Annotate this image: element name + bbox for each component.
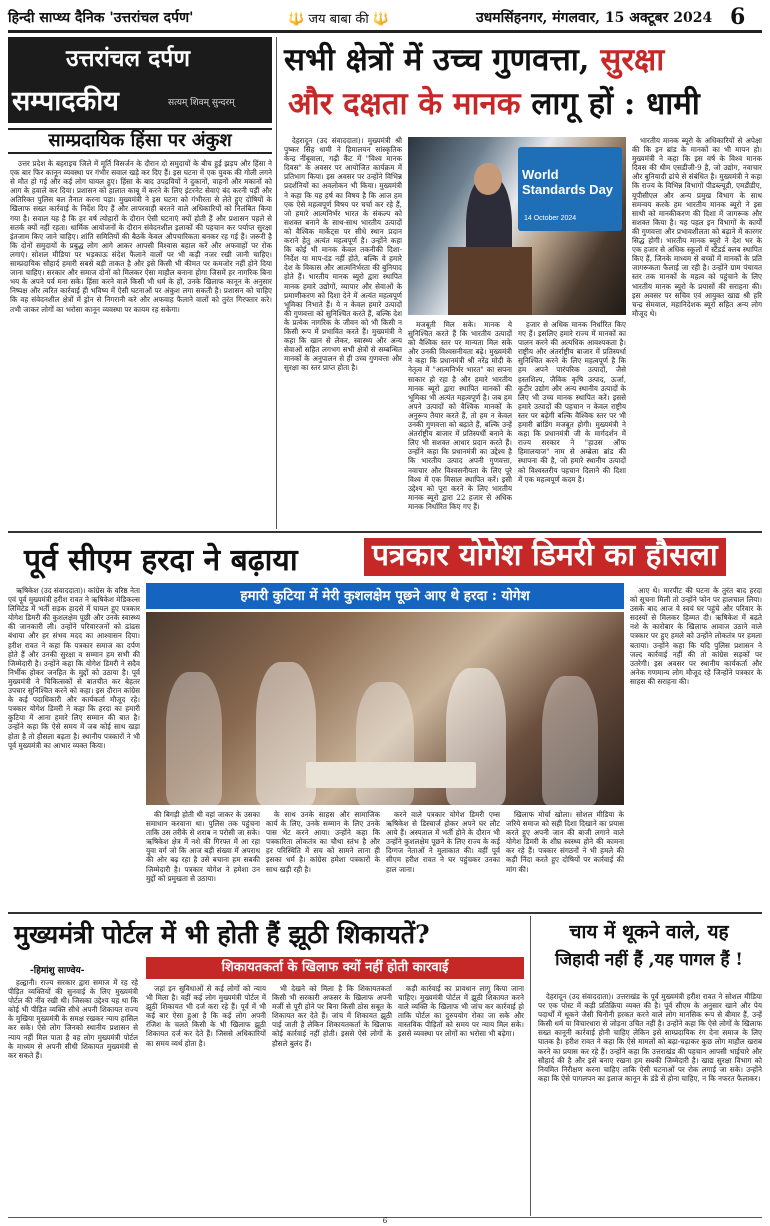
story2-headline-part1: पूर्व सीएम हरदा ने बढ़ाया xyxy=(24,543,298,578)
masthead-rule xyxy=(8,30,762,33)
story4-headline-line1: चाय में थूकने वाले, यह xyxy=(569,921,729,943)
story2-col-left xyxy=(8,586,140,908)
story3-col2-text: जहां इन सुविधाओं से कई लोगों को न्याय भी मिला है। वहीं कई लोग मुख्यमंत्री पोर्टल में झूठी शिकायत भी दर्ज करा रहे हैं। पूर्व में भी कई बार ऐसा हुआ है कि कई लोग अपनी रंजिश के चलते किसी के भी खिलाफ झूठी शिकायत दर्ज कर देते हैं। जिससे अधिकारियों का समय व्यर्थ होता है। xyxy=(146,984,266,1048)
story1-headline-line1: सभी क्षेत्रों में उच्च गुणवत्ता, xyxy=(284,42,590,78)
story1-headline-line2: लागू हों : धामी xyxy=(531,86,700,122)
editorial-text: उत्तर प्रदेश के बहराइच जिले में मूर्ति विसर्जन के दौरान दो समुदायों के बीच हुई झड़प और हिंसा ने एक बार फिर कानून व्यवस्था पर गंभीर सवाल खड़े कर दिए हैं। इस घटना में एक युवक की गोली लगने से मौत हो गई और कई लोग घायल हुए। हिंसा के बाद उपद्रवियों ने दुकानों, वाहनों और मकानों को आग के हवाले कर दिया। प्रशासन को हालात काबू में करने के लिए इंटरनेट सेवाएं बंद करनी पड़ीं और अतिरिक्त पुलिस बल तैनात करना पड़ा। मुख्यमंत्री ने इस घटना को गंभीरता से लेते हुए दोषियों के खिलाफ सख्त कार्रवाई के निर्देश दिए हैं और लापरवाही बरतने वाले अधिकारियों को निलंबित किया गया है। सवाल यह है कि हर वर्ष त्योहारों के दौरान ऐसी घटनाएं क्यों होती हैं और प्रशासन पहले से सतर्क क्यों नहीं रहता। धार्मिक आयोजनों के दौरान संवेदनशील इलाकों की पहचान कर पर्याप्त सुरक्षा इंतजाम किए जाने चाहिए। शांति समितियों की बैठकें केवल औपचारिकता बनकर रह गई हैं। जरूरी है कि दोनों समुदायों के प्रबुद्ध लोग आगे आकर आपसी विश्वास बहाल करें और अफवाहों पर रोक लगाएं। सोशल मीडिया पर भड़काऊ संदेश फैलाने वालों पर भी कड़ी नजर रखी जानी चाहिए। साम्प्रदायिक सौहार्द हमारी सबसे बड़ी ताकत है और इसे किसी भी कीमत पर कमजोर नहीं होने दिया जाना चाहिए। सरकार और समाज दोनों को मिलकर ऐसा माहौल बनाना होगा जिसमें हर नागरिक बिना भय के अपने पर्व मना सके। हिंसा करने वाले किसी भी धर्म के हों, उनके खिलाफ कानून के अनुसार निष्पक्ष और त्वरित कार्रवाई ही भविष्य में ऐसी घटनाओं पर अंकुश लगा सकती है। प्रशासन को चाहिए कि वह संवेदनशील क्षेत्रों में ड्रोन से निगरानी करे और अफवाह फैलाने वालों को तुरंत गिरफ्तार करे। तभी जाकर लोगों का भरोसा कानून व्यवस्था पर कायम रह सकेगा। xyxy=(10,159,272,314)
story2-col-b2-text: के साथ उनके साहस और सामाजिक कार्य के लिए, उनके सम्मान के लिए उनके पास भेंट करने आया। उन्होंने कहा कि पत्रकारिता लोकतंत्र का चौथा स्तंभ है और हर परिस्थिति में सच को सामने लाना ही इसका धर्म है। कांग्रेस हमेशा पत्रकारों के साथ खड़ी रही है। xyxy=(266,810,380,874)
story4-text: देहरादून (उद संवाददाता)। उत्तराखंड के पूर्व मुख्यमंत्री हरीश रावत ने सोशल मीडिया पर एक पोस्ट में कड़ी प्रतिक्रिया व्यक्त की है। पूर्व सीएम के अनुसार खाने और पेय पदार्थों में थूकने जैसी घिनौनी हरकत करने वाले लोग मानसिक रूप से बीमार हैं, उन्हें किसी धर्म या विचारधारा से जोड़ना उचित नहीं है। उन्होंने कहा कि ऐसे लोगों के खिलाफ सख्त कानूनी कार्रवाई होनी चाहिए लेकिन इसे साम्प्रदायिक रंग देना समाज के लिए घातक है। हरीश रावत ने कहा कि ऐसे मामलों को बढ़ा-चढ़ाकर कुछ लोग माहौल खराब करने का प्रयास कर रहे हैं। उन्होंने कहा कि उत्तराखंड की पहचान आपसी भाईचारे और सौहार्द की है और इसे बनाए रखना हम सबकी जिम्मेदारी है। खाद्य सुरक्षा विभाग को नियमित निरीक्षण करना चाहिए ताकि ऐसी घटनाओं पर रोक लगाई जा सके। उन्होंने कहा कि ऐसे पागलपन का इलाज कानून के डंडे से होना चाहिए, न कि नफरत फैलाकर। xyxy=(538,992,762,1083)
story2-photo xyxy=(146,612,624,805)
story2-col-b1-text: की बिगड़ी होती थी वहां जाकर के उसका समाधान करवाना था। पुलिस तक पहुंचना ताकि उस तरीके से शराब न परोसी जा सके। ऋषिकेश क्षेत्र में नशे की गिरफ्त में आ रहा युवा वर्ग जो कि आज बड़ी संख्या में अपराध की ओर बढ़ रहा है उसे बचाना हम सबकी जिम्मेदारी है। पत्रकार योगेश ने हमेशा उन मुद्दों को प्रमुखता से उठाया। xyxy=(146,810,260,883)
story1-headline-accent1: सुरक्षा xyxy=(600,42,665,78)
story2-col-right xyxy=(630,586,762,908)
story1-col1-text: देहरादून (उद संवाददाता)। मुख्यमंत्री श्री पुष्कर सिंह धामी ने हिमालयन सांस्कृतिक केन्द्र नींबूवाला, गढ़ी कैंट में "विश्व मानक दिवस" के अवसर पर आयोजित कार्यक्रम में प्रतिभाग किया। इस अवसर पर उन्होंने विभिन्न प्रदर्शनियों का अवलोकन भी किया। मुख्यमंत्री ने कहा कि यह हर्ष का विषय है कि आज हम एक ऐसे महत्वपूर्ण विषय पर चर्चा कर रहे हैं, जो हमारे आत्मनिर्भर भारत के संकल्प को सशक्त बनाने के साथ-साथ भारतीय उत्पादों को वैश्विक मार्केट्स पर सीधे स्थान प्रदान कराने हेतु अत्यंत महत्वपूर्ण है। उन्होंने कहा कि कोई भी मानक केवल तकनीकी दिशा-निर्देश या माप-दंड नहीं होते, बल्कि वे हमारे देश के विकास और आत्मनिर्भरता की बुनियाद होते हैं। भारतीय मानक ब्यूरो द्वारा स्थापित मानक हमारे उद्योगों, व्यापार और सेवाओं के प्रमाणीकरण को दिशा देने में अत्यंत महत्वपूर्ण भूमिका निभाते हैं। ये न केवल हमारे उत्पादों की गुणवत्ता को सुनिश्चित करते हैं, बल्कि देश के प्रत्येक नागरिक के जीवन को भी किसी न किसी रूप में प्रभावित करते हैं। मुख्यमंत्री ने कहा कि खान से लेकर, स्वास्थ्य और अन्य सेवाओं सहित लगभग सभी क्षेत्रों से सम्बन्धित मानकों के अनुपालन से ही उच्च गुणवत्ता और सुरक्षा का स्तर प्राप्त होता है। xyxy=(284,136,402,373)
story3-col2 xyxy=(146,984,266,1214)
story2-photo-banner: हमारी कुटिया में मेरी कुशलक्षेम पूछने आए थे हरदा : योगेश xyxy=(146,583,624,609)
footer-mark: 6 xyxy=(382,1217,388,1225)
story4-body xyxy=(538,992,762,1214)
podium xyxy=(448,247,532,315)
story3-col1-text: हल्द्वानी। राज्य सरकार द्वारा समाज में रह रहे पीड़ित व्यक्तियों की सुनवाई के लिए मुख्यमंत्री पोर्टल की नींव रखी थी। जिसका उद्देश्य यह था कि कोई भी पीड़ित व्यक्ति सीधे अपनी शिकायत राज्य के मुखिया मुख्यमंत्री के समक्ष रखकर न्याय हासिल कर सके। ऐसे लोग जिनको स्थानीय प्रशासन से न्याय नहीं मिल पाता है वह लोग मुख्यमंत्री पोर्टल के माध्यम से अपनी सीधी शिकायत मुख्यमंत्री से कर सकते हैं। xyxy=(8,978,138,1060)
table xyxy=(306,762,476,788)
story3-col3-text: भी देखने को मिला है कि शिकायतकर्ता किसी भी सरकारी अफसर के खिलाफ अपनी मर्जी से पूरी होने पर बिना किसी ठोस सबूत के शिकायत कर देते हैं। जांच में शिकायत झूठी पाई जाती है लेकिन शिकायतकर्ता के खिलाफ कोई कार्रवाई नहीं होती। इससे ऐसे लोगों के हौसले बुलंद हैं। xyxy=(272,984,392,1048)
section-rule-2 xyxy=(8,912,762,914)
column-divider xyxy=(530,916,531,1216)
story2-col-b2 xyxy=(266,810,380,908)
story3-byline: -हिमांशु साण्वेय- xyxy=(30,966,85,976)
photo-date: 14 October 2024 xyxy=(524,215,577,222)
story2-headline xyxy=(8,536,762,578)
story2-col-b1 xyxy=(146,810,260,908)
editorial-section: सम्पादकीय xyxy=(12,86,119,117)
story3-col4-text: कड़ी कार्रवाई का प्रावधान लागू किया जाना चाहिए। मुख्यमंत्री पोर्टल में झूठी शिकायत करने वाले व्यक्ति के खिलाफ भी जांच कर कार्रवाई हो ताकि पोर्टल का दुरुपयोग रोका जा सके और वास्तविक पीड़ितों को समय पर न्याय मिल सके। इससे व्यवस्था पर लोगों का भरोसा भी बढ़ेगा। xyxy=(398,984,524,1039)
editorial-masthead xyxy=(8,37,272,123)
story3-col1 xyxy=(8,978,138,1214)
story1-col2 xyxy=(408,320,512,529)
page-number: 6 xyxy=(730,4,746,30)
story1-col2-text: मजबूती मिल सके। मानक ये सुनिश्चित करते हैं कि भारतीय उत्पादों को वैश्विक स्तर पर मान्यता मिल सके और उनकी विश्वसनीयता बढ़े। मुख्यमंत्री ने कहा कि प्रधानमंत्री श्री नरेंद्र मोदी के नेतृत्व में "आत्मनिर्भर भारत" का सपना साकार हो रहा है और हमारे भारतीय मानक ब्यूरो द्वारा स्थापित मानकों की भूमिका भी अत्यंत महत्वपूर्ण है। जब हम अपने उत्पादों को वैश्विक मानकों के अनुरूप तैयार करते हैं, तो हम न केवल उनकी गुणवत्ता को बढ़ाते हैं, बल्कि उन्हें अंतर्राष्ट्रीय बाजार में प्रतिस्पर्धी बनाने के लिए भी सशक्त आधार प्रदान करते हैं। उन्होंने कहा कि प्रधानमंत्री का उद्देश्य है कि भारतीय उत्पाद अपनी गुणवत्ता, नवाचार और विश्वसनीयता के लिए पूरे विश्व में एक मिसाल स्थापित करें। इसी उद्देश्य को पूरा करने के लिए भारतीय मानक ब्यूरो द्वारा 22 हजार से अधिक मानक निर्धारित किए गए हैं। xyxy=(408,320,512,511)
photo-caption: World Standards Day xyxy=(522,167,614,197)
story2-col-b4 xyxy=(506,810,624,908)
story1-headline-accent2: और दक्षता के मानक xyxy=(288,86,521,122)
editorial-paper-name: उत्तरांचल दर्पण xyxy=(66,45,190,72)
story2-col-b3 xyxy=(386,810,500,908)
story3-col4 xyxy=(398,984,524,1214)
section-rule-1 xyxy=(8,531,762,533)
person-figure xyxy=(542,676,598,805)
editorial-body xyxy=(10,159,272,527)
story1-col1 xyxy=(284,136,402,529)
editorial-motto: सत्यम् शिवम् सुन्दरम् xyxy=(168,98,235,108)
story2-col-b3-text: करने वाले पत्रकार योगेश डिमरी एम्स ऋषिकेश से डिस्चार्ज होकर अपने घर लौट आये हैं। अस्पताल में भर्ती होने के दौरान भी उन्होंने कुशलक्षेम पूछने के लिए राज्य के कई दिग्गज नेताओं ने मुलाकात की। वहीं पूर्व सीएम हरीश रावत ने घर पहुंचकर उनका हाल जाना। xyxy=(386,810,500,874)
story3-col3 xyxy=(272,984,392,1214)
masthead xyxy=(8,6,762,30)
editorial-headline: साम्प्रदायिक हिंसा पर अंकुश xyxy=(8,128,272,154)
story4-headline xyxy=(536,918,762,988)
story1-col3 xyxy=(518,320,626,529)
paper-tagline: हिन्दी साप्ध्य दैनिक 'उत्तरांचल दर्पण' xyxy=(8,10,194,26)
story2-col-b4-text: खिलाफ मोर्चा खोला। सोशल मीडिया के जरिये समाज को सही दिशा दिखाने का प्रयास करते हुए अपनी जान की बाजी लगाने वाले योगेश डिमरी के शीघ्र स्वस्थ्य होने की कामना कर रहे हैं। पत्रकार संगठनों ने भी हमले की कड़ी निंदा करते हुए दोषियों पर कार्रवाई की मांग की। xyxy=(506,810,624,874)
story1-col3-text: हजार से अधिक मानक निर्धारित किए गए हैं। इसलिए हमारे राज्य में मानकों का पालन करने की अत्यधिक आवश्यकता है। राष्ट्रीय और अंतर्राष्ट्रीय बाजार में प्रतिस्पर्धा सुनिश्चित करने के लिए महत्वपूर्ण है कि हम अपने पारंपरिक उत्पादों, जैसे हस्तशिल्प, जैविक कृषि उत्पाद, ऊर्जा, कुटीर उद्योग और अन्य स्थानीय उत्पादों के लिए भी उच्च मानक स्थापित करें। इससे हमारे उत्पादों की पहचान न केवल राष्ट्रीय स्तर पर बढ़ेगी बल्कि वैश्विक स्तर पर भी हमारी ब्रांडिंग मजबूत होगी। मुख्यमंत्री ने कहा कि प्रधानमंत्री जी के मार्गदर्शन में राज्य सरकार ने "हाउस ऑफ हिमालयाज" नाम से अम्ब्रेला ब्रांड की स्थापना की है, जो हमारे स्थानीय उत्पादों को विश्वस्तरीय पहचान दिलाने की दिशा में एक महत्वपूर्ण कदम है। xyxy=(518,320,626,484)
speaker-head xyxy=(474,163,502,195)
story2-headline-part2: पत्रकार योगेश डिमरी का हौसला xyxy=(364,538,726,576)
story1-col4-text: भारतीय मानक ब्यूरो के अधिकारियों से अपेक्षा की कि इन ब्रांड के मानकों का भी मापन हो। मुख्यमंत्री ने कहा कि इस वर्ष के विश्व मानक दिवस की थीम एसडीजी-9 है, जो उद्योग, नवाचार और बुनियादी ढांचे से संबंधित है। मुख्यमंत्री ने कहा कि राज्य के विभिन्न विभागों पीडब्ल्यूडी, एमडीडीए, यूपीसीएल और अन्य प्रमुख विभाग के साथ समन्वय करके हम भारतीय मानक ब्यूरो ने इस साथी को मानकीकरण की दिशा में जागरूक और सशक्त किया है। यह पहल इन विभागों के कार्यों की गुणवत्ता और प्रभावशीलता को बढ़ाने में कारगर सिद्ध होगी। भारतीय मानक ब्यूरो ने देश भर के एक हजार से अधिक स्कूलों में स्टैंडर्ड क्लब स्थापित किए हैं, जिनके माध्यम से बच्चों में मानकों के प्रति जागरूकता फैलाई जा रही है। उन्होंने ग्राम पंचायत स्तर तक मानकों के महत्व को पहुंचाने के लिए भारतीय मानक ब्यूरो के प्रयासों की सराहना की। इस अवसर पर सचिव एवं आयुक्त खाद्य श्री हरि चन्द्र सेमवाल, महानिदेशक ब्यूरो सहित अन्य लोग मौजूद थे। xyxy=(632,136,762,318)
person-figure xyxy=(166,672,222,805)
masthead-blessing: 🔱 जय बाबा की 🔱 xyxy=(288,12,390,27)
story4-headline-line2: जिहादी नहीं हैं ,यह पागल हैं ! xyxy=(555,950,743,970)
story2-col-left-text: ऋषिकेश (उद संवाददाता)। कांग्रेस के वरिष्ठ नेता एवं पूर्व मुख्यमंत्री हरीश रावत ने ऋषिकेश मेडिकल्स लिमिटेड में भर्ती सड़क हादसे में घायल हुए पत्रकार योगेश डिमरी की कुशलक्षेम पूछी और उनके स्वास्थ्य की जानकारी ली। उन्होंने परिवारजनों को ढांढस बंधाया और हर संभव मदद का आश्वासन दिया। हरीश रावत ने कहा कि पत्रकार समाज का दर्पण होते हैं और उनकी सुरक्षा व सम्मान हम सभी की जिम्मेदारी है। उन्होंने कहा कि योगेश डिमरी ने सदैव निर्भीक होकर जनहित के मुद्दों को उठाया है। पूर्व मुख्यमंत्री ने चिकित्सकों से बातचीत कर बेहतर उपचार सुनिश्चित करने को कहा। इस दौरान कांग्रेस के कई पदाधिकारी और कार्यकर्ता मौजूद रहे। पत्रकार योगेश डिमरी ने कहा कि हरदा का हमारी कुटिया में आना हमारे लिए सम्मान की बात है। उन्होंने कहा कि ऐसे समय में जब कोई साथ खड़ा होता है तो हौसला बढ़ता है। स्थानीय पत्रकारों ने भी पूर्व मुख्यमंत्री का आभार व्यक्त किया। xyxy=(8,586,140,750)
story2-col-right-text: आए थे। मारपीट की घटना के तुरंत बाद हरदा को सूचना मिली तो उन्होंने फोन पर हालचाल लिया। उसके बाद आज वे स्वयं घर पहुंचे और परिवार के सदस्यों से मिलकर हिम्मत दी। ऋषिकेश में बढ़ते नशे के कारोबार के खिलाफ आवाज उठाने वाले पत्रकार पर हुए हमले को उन्होंने लोकतंत्र पर हमला बताया। उन्होंने कहा कि यदि पुलिस प्रशासन ने जल्द कार्रवाई नहीं की तो कांग्रेस सड़कों पर उतरेगी। इस अवसर पर स्थानीय कार्यकर्ता और अनेक गणमान्य लोग मौजूद रहे जिन्होंने पत्रकार के साहस की सराहना की। xyxy=(630,586,762,686)
story3-headline: मुख्यमंत्री पोर्टल में भी होती हैं झूठी शिकायतें? xyxy=(14,920,430,949)
story1-headline xyxy=(284,38,762,130)
column-divider xyxy=(276,37,277,529)
story3-subhead: शिकायतकर्ता के खिलाफ क्यों नहीं होती कारवाई xyxy=(146,957,524,979)
story1-col4 xyxy=(632,136,762,529)
place-date: उधमसिंहनगर, मंगलवार, 15 अक्टूबर 2024 xyxy=(476,10,713,26)
story1-photo xyxy=(408,137,626,315)
